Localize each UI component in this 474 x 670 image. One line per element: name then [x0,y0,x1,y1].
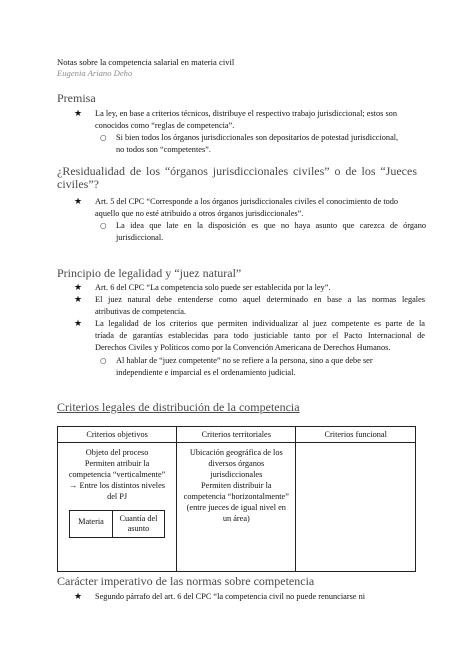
table-cell-funcional [296,443,416,572]
cell-line: un área) [222,514,250,523]
text-line: atributivas de competencia. [95,307,186,317]
cell-line: jurisdiccionales [210,470,263,479]
text-line: Derechos Civiles y Políticos como por la Convención Americana de Derechos Humanos. [95,343,391,353]
inner-cell-cuantia [112,511,164,538]
legalidad-bullet-2 [95,294,425,318]
cell-line: asunto [127,524,150,533]
table-header-cell: Criterios objetivos [58,427,177,443]
hollow-circle-icon: ○ [100,133,107,142]
hollow-circle-icon: ○ [100,221,107,230]
cell-line: Permiten distribuir la [201,481,272,490]
cell-line: → Entre los distintos niveles [69,481,166,490]
heading-line: civiles”? [57,177,99,191]
cell-line: Objeto del proceso [85,448,149,457]
residualidad-sub-1 [116,220,426,244]
table-header-cell: Criterios territoriales [177,427,296,443]
star-bullet-icon: ★ [74,283,83,293]
inner-table [69,510,165,538]
text-line: Si bien todos los órganos jurisdiccionales son depositarios de potestad jurisdiccional, [116,133,399,142]
table-row [58,443,416,572]
cell-line: Ubicación geográfica de los [189,448,283,457]
heading-premisa: Premisa [57,91,96,105]
heading-residualidad [57,165,417,191]
legalidad-sub-1 [116,355,426,379]
criterios-table [57,426,416,572]
cell-line: diversos órganos [208,459,265,468]
heading-legalidad: Principio de legalidad y “juez natural” [57,266,242,280]
cell-line: del PJ [107,492,128,501]
cell-line: (entre jueces de igual nivel en [186,503,286,512]
residualidad-bullet-1 [95,196,425,220]
text-line: independiente e imparcial es el ordenamiento judicial. [116,368,296,378]
text-line: no todos son “competentes”. [116,145,211,155]
text-line: conocidos como “reglas de competencia”. [95,121,235,131]
legalidad-bullet-1: Art. 6 del CPC “La competencia solo puede ser establecida por la ley”. [95,283,331,292]
heading-criterios: Criterios legales de distribución de la competencia [57,400,300,414]
text-line: La ley, en base a criterios técnicos, distribuye el respectivo trabajo jurisdiccional; estos son [95,109,397,118]
cell-line: competencia “horizontalmente” [183,492,289,501]
document-title: Notas sobre la competencia salarial en materia civil [57,57,235,67]
text-line: tríada de garantías establecidas para todo justiciable tanto por el Pacto Internacional de [95,331,425,341]
heading-line: ¿Residualidad de los “órganos jurisdiccionales civiles” o de los “Jueces [57,164,417,178]
hollow-circle-icon: ○ [100,356,107,365]
text-line: El juez natural debe entenderse como aquel determinado en base a las normas legales [95,295,425,304]
cell-line: Permiten atribuir la [84,459,150,468]
cell-line: Cuantía del [119,514,158,523]
text-line: aquello que no esté atribuido a otros órganos jurisdiccionales”. [95,209,304,219]
star-bullet-icon: ★ [74,319,83,329]
heading-imperativo: Carácter imperativo de las normas sobre competencia [57,574,315,588]
text-line: jurisdiccional. [116,233,164,243]
premisa-bullet-1 [95,108,425,132]
legalidad-bullet-3 [95,318,425,355]
table-row [70,511,165,538]
text-line: La legalidad de los criterios que permiten individualizar al juez competente es parte de la [95,319,425,328]
inner-cell-materia: Materia [70,511,113,538]
text-line: La idea que late en la disposición es que no haya asunto que carezca de órgano [116,221,426,230]
imperativo-bullet-1: Segundo párrafo del art. 6 del CPC “la competencia civil no puede renunciarse ni [95,592,366,601]
document-author: Eugenia Ariano Deho [57,68,133,78]
table-cell-territoriales [177,443,296,572]
star-bullet-icon: ★ [74,109,83,119]
cell-line: competencia “verticalmente” [68,470,166,479]
table-cell-objetivos [58,443,177,572]
text-line: Al hablar de “juez competente” no se refiere a la persona, sino a que debe ser [116,356,373,365]
text-line: Art. 5 del CPC “Corresponde a los órganos jurisdiccionales civiles el conocimiento de todo [95,197,399,206]
star-bullet-icon: ★ [74,197,83,207]
premisa-sub-1 [116,132,426,156]
star-bullet-icon: ★ [74,592,83,602]
star-bullet-icon: ★ [74,295,83,305]
table-header-row [58,427,416,443]
table-header-cell: Criterios funcional [296,427,416,443]
